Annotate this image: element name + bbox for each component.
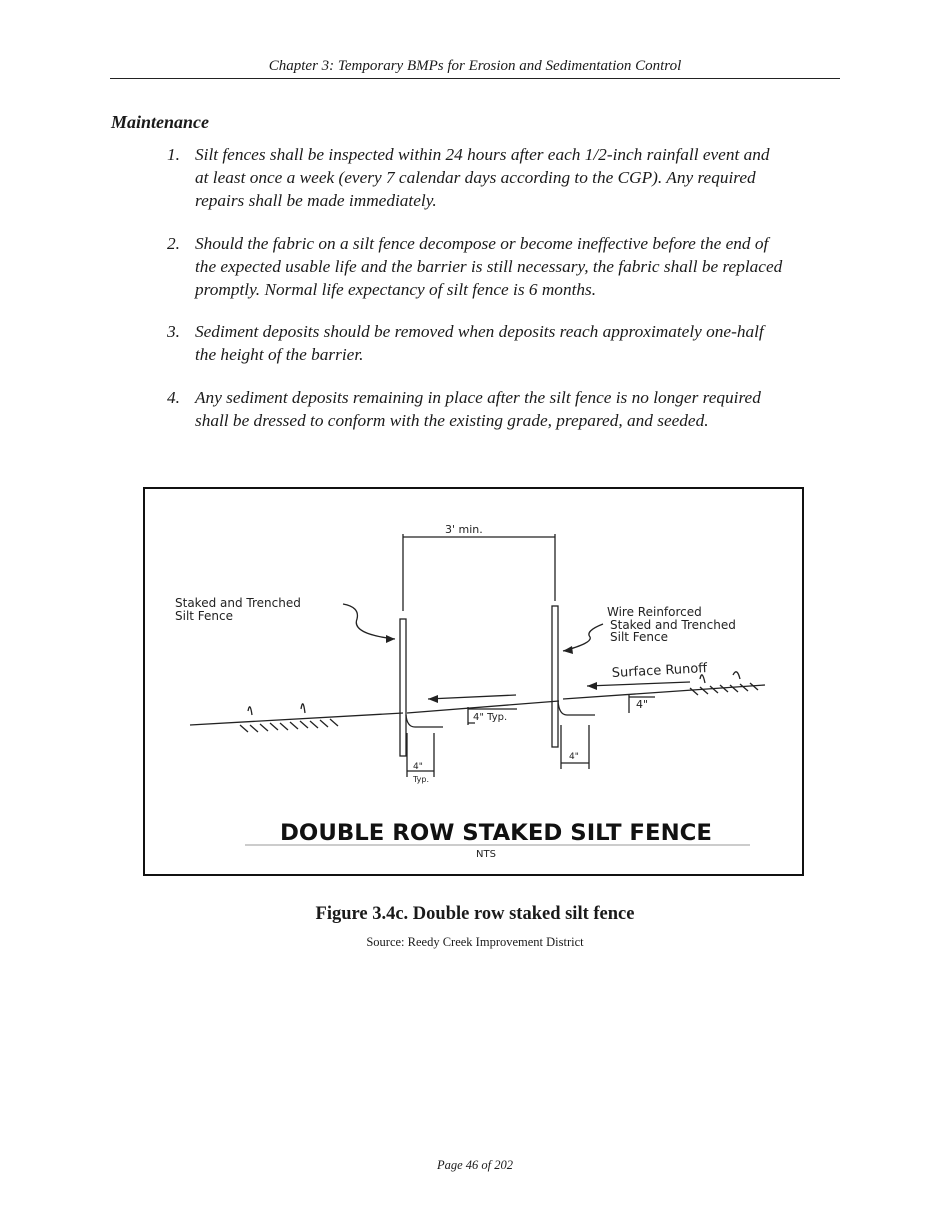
figure-caption: Figure 3.4c. Double row staked silt fence: [315, 904, 635, 924]
list-item-text: Any sediment deposits remaining in place after the silt fence is no longer required shall be dressed to conform with the existing grade, prepared, and seeded.: [195, 387, 761, 430]
figure-source: Source: Reedy Creek Improvement District: [366, 935, 584, 949]
surface-runoff-label: Surface Runoff: [611, 661, 708, 681]
ground-line-left: [190, 713, 403, 725]
left-fence-label-line1: Staked and Trenched: [175, 596, 301, 610]
right-fence-label-line3: Silt Fence: [610, 630, 669, 644]
spacing-label: 3' min.: [445, 523, 483, 536]
silt-fence-diagram: [145, 489, 802, 874]
chapter-header: Chapter 3: Temporary BMPs for Erosion and Sedimentation Control: [110, 58, 840, 79]
list-item-text: Silt fences shall be inspected within 24 hours after each 1/2-inch rainfall event and at least once a week (every 7 calendar days according to the CGP). Any required repairs shall be made immediately.: [195, 145, 770, 211]
left-fence-trench: [406, 715, 443, 727]
runoff-arrow-upper: [428, 695, 516, 699]
left-fence-label-line2: Silt Fence: [175, 609, 234, 623]
left-leader-arrowhead: [386, 635, 395, 643]
left-leader-arrow: [343, 604, 395, 639]
list-item-number: 1.: [167, 145, 180, 164]
list-item-number: 2.: [167, 233, 180, 253]
runoff-arrowhead-lower: [587, 682, 597, 690]
drawing-title: DOUBLE ROW STAKED SILT FENCE: [280, 821, 712, 846]
page-number: Page 46 of 202: [436, 1158, 514, 1172]
center-dimension-label: 4" Typ.: [473, 712, 508, 723]
right-bottom-dimension: [561, 725, 589, 769]
right-fence-trench: [558, 701, 595, 715]
figure-drawing: [143, 487, 804, 876]
left-bottom-dimension-label: 4": [413, 762, 423, 772]
list-item-text: Sediment deposits should be removed when deposits reach approximately one-half the height of the barrier.: [195, 322, 764, 365]
scale-label: NTS: [476, 849, 496, 860]
right-fence-label-line2: Staked and Trenched: [610, 618, 736, 632]
runoff-arrowhead-upper: [428, 695, 438, 703]
list-item: [167, 386, 787, 432]
right-fence-label-line1: Wire Reinforced: [607, 605, 702, 619]
list-item-text: Should the fabric on a silt fence decompose or become ineffective before the end of the expected usable life and the barrier is still necessary, the fabric shall be replaced promptly. Normal life expectancy of silt fence is 6 months.: [195, 233, 783, 300]
left-bottom-dimension-sublabel: Typ.: [413, 775, 429, 784]
right-dimension-label: 4": [636, 698, 649, 711]
list-item: [167, 320, 787, 366]
right-fence-post: [552, 606, 558, 747]
list-item: [167, 143, 787, 213]
section-title: Maintenance: [111, 112, 210, 132]
list-item: [167, 232, 787, 302]
runoff-arrow-lower: [587, 682, 690, 686]
left-fence-post: [400, 619, 406, 756]
maintenance-list: [167, 143, 787, 451]
spacing-dimension: [403, 534, 555, 611]
right-leader-arrow: [563, 624, 603, 651]
list-item-number: 3.: [167, 322, 180, 342]
right-bottom-dimension-label: 4": [569, 752, 579, 762]
list-item-number: 4.: [167, 387, 180, 407]
